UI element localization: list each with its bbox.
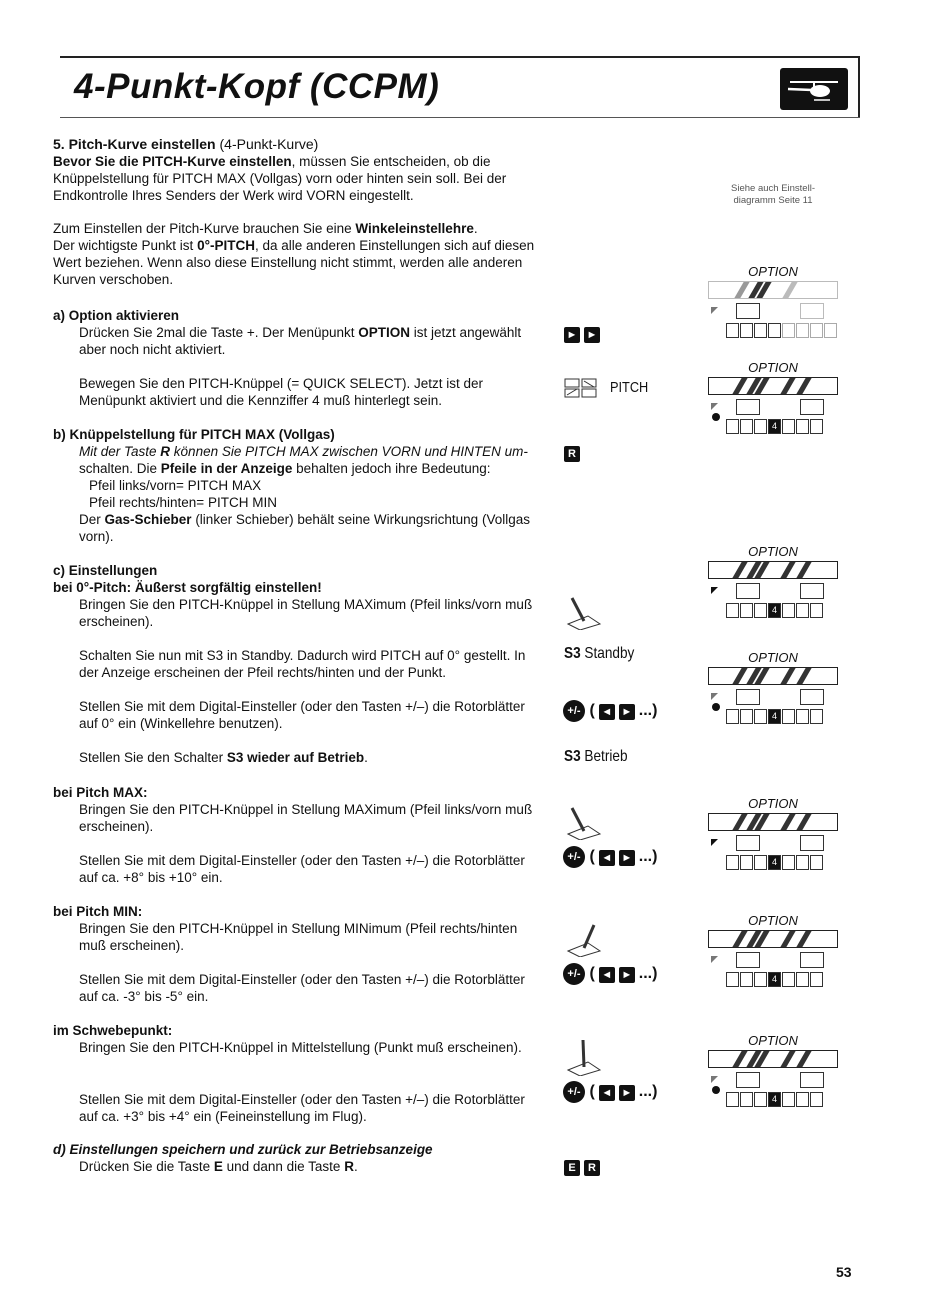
s3-label: S3 [564, 748, 581, 765]
term-option: OPTION [358, 325, 411, 340]
stick-grid-icon [564, 378, 598, 398]
lcd-display [708, 264, 838, 337]
lcd-display [708, 544, 838, 617]
text: ( [589, 702, 595, 720]
text: können Sie PITCH MAX zwischen VORN und HINTEN um- [170, 444, 528, 459]
key-e-r-group [564, 1158, 604, 1176]
section-min-text-2: Stellen Sie mit dem Digital-Einsteller (oder den Tasten +/–) die Rotorblätter auf ca. -3° bis -5° ein. [79, 972, 525, 1004]
digital-adjuster-group [563, 846, 657, 868]
digital-adjuster-icon[interactable]: +/- [563, 846, 585, 868]
text: ( [589, 965, 595, 983]
digital-adjuster-group [563, 1081, 657, 1103]
text: ( [589, 1083, 595, 1101]
lcd-digit: 4 [768, 972, 781, 987]
section-min-text-1: Bringen Sie den PITCH-Knüppel in Stellung MINimum (Pfeil rechts/hinten muß erscheinen). [79, 921, 518, 953]
lcd-option-label: OPTION [748, 544, 798, 559]
text: Zum Einstellen der Pitch-Kurve brauchen Sie eine [53, 221, 356, 236]
text: Stellen Sie den Schalter [79, 750, 227, 765]
side-note-line-1: Siehe auch Einstell- [731, 183, 815, 194]
text: Der [79, 512, 105, 527]
side-note [718, 183, 828, 207]
section-hover [53, 1022, 543, 1125]
key-r-button[interactable]: R [584, 1160, 600, 1176]
section-hover-title: im Schwebepunkt: [53, 1023, 173, 1038]
key-right-icon[interactable]: ► [619, 967, 635, 983]
digital-adjuster-group [563, 963, 657, 985]
key-e-button[interactable]: E [564, 1160, 580, 1176]
stick-min-icon [564, 915, 604, 957]
section-d-title: d) Einstellungen speichern und zurück zur Betriebsanzeige [53, 1142, 433, 1157]
section-c-text-2: Schalten Sie nun mit S3 in Standby. Dadurch wird PITCH auf 0° gestellt. In der Anzeige erscheinen der Pfeil rechts/hinten und der Punkt. [79, 648, 526, 680]
lcd-option-label: OPTION [748, 360, 798, 375]
section-b [53, 426, 543, 545]
term-e: E [213, 1159, 223, 1174]
key-right-icon[interactable]: ► [619, 1085, 635, 1101]
section-max-text-1: Bringen Sie den PITCH-Knüppel in Stellung MAXimum (Pfeil links/vorn muß erscheinen). [79, 802, 533, 834]
text: und dann die Taste [222, 1159, 345, 1174]
text: ...) [638, 702, 658, 720]
term-r: R [344, 1159, 354, 1174]
helicopter-icon [780, 68, 848, 110]
term-gas-schieber: Gas-Schieber [104, 512, 192, 527]
text: Drücken Sie 2mal die Taste +. Der Menüpunkt [79, 325, 359, 340]
term-winkeleinstellehre: Winkeleinstellehre [355, 221, 474, 236]
pitch-label: PITCH [609, 378, 649, 396]
page-title: 4-Punkt-Kopf (CCPM) [74, 67, 440, 106]
section-b-title: b) Knüppelstellung für PITCH MAX (Vollgas) [53, 427, 335, 442]
key-left-icon[interactable]: ◄ [599, 850, 615, 866]
text: ( [589, 848, 595, 866]
section-c-text-3: Stellen Sie mit dem Digital-Einsteller (oder den Tasten +/–) die Rotorblätter auf 0° ein (Winkellehre benutzen). [79, 699, 525, 731]
key-right-icon[interactable]: ► [584, 327, 600, 343]
section-d [53, 1141, 543, 1175]
key-group-left-right [564, 325, 604, 343]
key-r-group [564, 444, 584, 462]
key-r-button[interactable]: R [564, 446, 580, 462]
list-item: Pfeil rechts/hinten= PITCH MIN [89, 495, 277, 510]
section-max-title: bei Pitch MAX: [53, 785, 148, 800]
section-max-text-2: Stellen Sie mit dem Digital-Einsteller (oder den Tasten +/–) die Rotorblätter auf ca. +8° bis +10° ein. [79, 853, 525, 885]
text: Mit der Taste [79, 444, 161, 459]
lcd-option-label: OPTION [748, 650, 798, 665]
section-intro [53, 136, 543, 288]
text: ...) [638, 965, 658, 983]
section-min [53, 903, 543, 1005]
betrieb-label: Betrieb [580, 748, 628, 765]
key-right-icon[interactable]: ► [619, 704, 635, 720]
section-c-text-4 [79, 749, 543, 766]
lcd-option-label: OPTION [748, 264, 798, 279]
text: Der wichtigste Punkt ist [53, 238, 198, 253]
lcd-display [708, 1033, 838, 1106]
page-number: 53 [836, 1264, 852, 1280]
section-a-text-2: Bewegen Sie den PITCH-Knüppel (= QUICK SELECT). Jetzt ist der Menüpunkt aktiviert und die Kennziffer 4 muß hinterlegt sein. [79, 376, 484, 408]
section-hover-text-1: Bringen Sie den PITCH-Knüppel in Mittelstellung (Punkt muß erscheinen). [79, 1040, 522, 1055]
list-item: Pfeil links/vorn= PITCH MAX [89, 478, 262, 493]
digital-adjuster-icon[interactable]: +/- [563, 963, 585, 985]
text: . [353, 1159, 358, 1174]
s3-label: S3 [564, 645, 581, 662]
standby-label: Standby [580, 645, 635, 662]
lcd-option-label: OPTION [748, 1033, 798, 1048]
side-note-line-2: diagramm Seite 11 [733, 195, 813, 206]
lcd-display [708, 913, 838, 986]
section-max [53, 784, 543, 886]
text: schalten. Die [79, 461, 161, 476]
lcd-digit: 4 [768, 419, 781, 434]
section-c-subtitle: bei 0°-Pitch: Äußerst sorgfältig einstellen! [53, 580, 322, 595]
section-hover-text-2: Stellen Sie mit dem Digital-Einsteller (oder den Tasten +/–) die Rotorblätter auf ca. +3° bis +4° ein (Feineinstellung im Flug). [79, 1092, 525, 1124]
text: . [364, 750, 368, 765]
term-s3-betrieb: S3 wieder auf Betrieb [226, 750, 365, 765]
term-r: R [160, 444, 171, 459]
lcd-display [708, 650, 838, 723]
key-left-icon[interactable]: ◄ [599, 967, 615, 983]
section-c-text-1: Bringen Sie den PITCH-Knüppel in Stellung MAXimum (Pfeil links/vorn muß erscheinen). [79, 597, 533, 629]
text: ist jetzt angewählt aber noch nicht aktiviert. [79, 325, 522, 357]
stick-max-icon [564, 588, 604, 630]
section-heading: 5. Pitch-Kurve einstellen [53, 136, 216, 152]
text: , da alle anderen Einstellungen sich auf diesen Wert beziehen. Wenn also diese Einstellung nicht stimmt, werden alle anderen Kurven verschoben. [53, 238, 535, 287]
section-c-title: c) Einstellungen [53, 563, 158, 578]
text: Drücken Sie die Taste [79, 1159, 214, 1174]
section-c [53, 562, 543, 630]
section-a [53, 307, 543, 409]
text: (linker Schieber) behält seine Wirkungsrichtung (Vollgas vorn). [79, 512, 530, 544]
pitch-indicator [564, 378, 655, 398]
intro-bold: Bevor Sie die PITCH-Kurve einstellen [53, 154, 292, 169]
lcd-display [708, 360, 838, 433]
s3-standby-label [564, 645, 634, 663]
s3-betrieb-label [564, 748, 628, 766]
stick-max-icon [564, 798, 604, 840]
lcd-option-label: OPTION [748, 913, 798, 928]
digital-adjuster-icon[interactable]: +/- [563, 1081, 585, 1103]
text: ...) [638, 1083, 658, 1101]
lcd-option-label: OPTION [748, 796, 798, 811]
lcd-digit: 4 [768, 709, 781, 724]
intro-text: , müssen Sie entscheiden, ob die Knüppelstellung für PITCH MAX (Vollgas) vorn oder hinten sein soll. Bei der Endkontrolle Ihres Senders der Werk wird VORN eingestellt. [53, 154, 507, 203]
lcd-display [708, 796, 838, 869]
key-right-icon[interactable]: ► [619, 850, 635, 866]
term-pfeile: Pfeile in der Anzeige [160, 461, 293, 476]
lcd-digit: 4 [768, 1092, 781, 1107]
section-heading-suffix: (4-Punkt-Kurve) [215, 136, 319, 152]
text: behalten jedoch ihre Bedeutung: [292, 461, 491, 476]
digital-adjuster-group [563, 700, 657, 722]
key-left-icon[interactable]: ► [564, 327, 580, 343]
text: ...) [638, 848, 658, 866]
section-a-title: a) Option aktivieren [53, 308, 180, 323]
stick-center-icon [564, 1034, 604, 1076]
lcd-digit: 4 [768, 603, 781, 618]
term-0-pitch: 0°-PITCH [197, 238, 255, 253]
text: . [473, 221, 478, 236]
digital-adjuster-icon[interactable]: +/- [563, 700, 585, 722]
key-left-icon[interactable]: ◄ [599, 704, 615, 720]
lcd-digit: 4 [768, 855, 781, 870]
section-min-title: bei Pitch MIN: [53, 904, 143, 919]
key-left-icon[interactable]: ◄ [599, 1085, 615, 1101]
